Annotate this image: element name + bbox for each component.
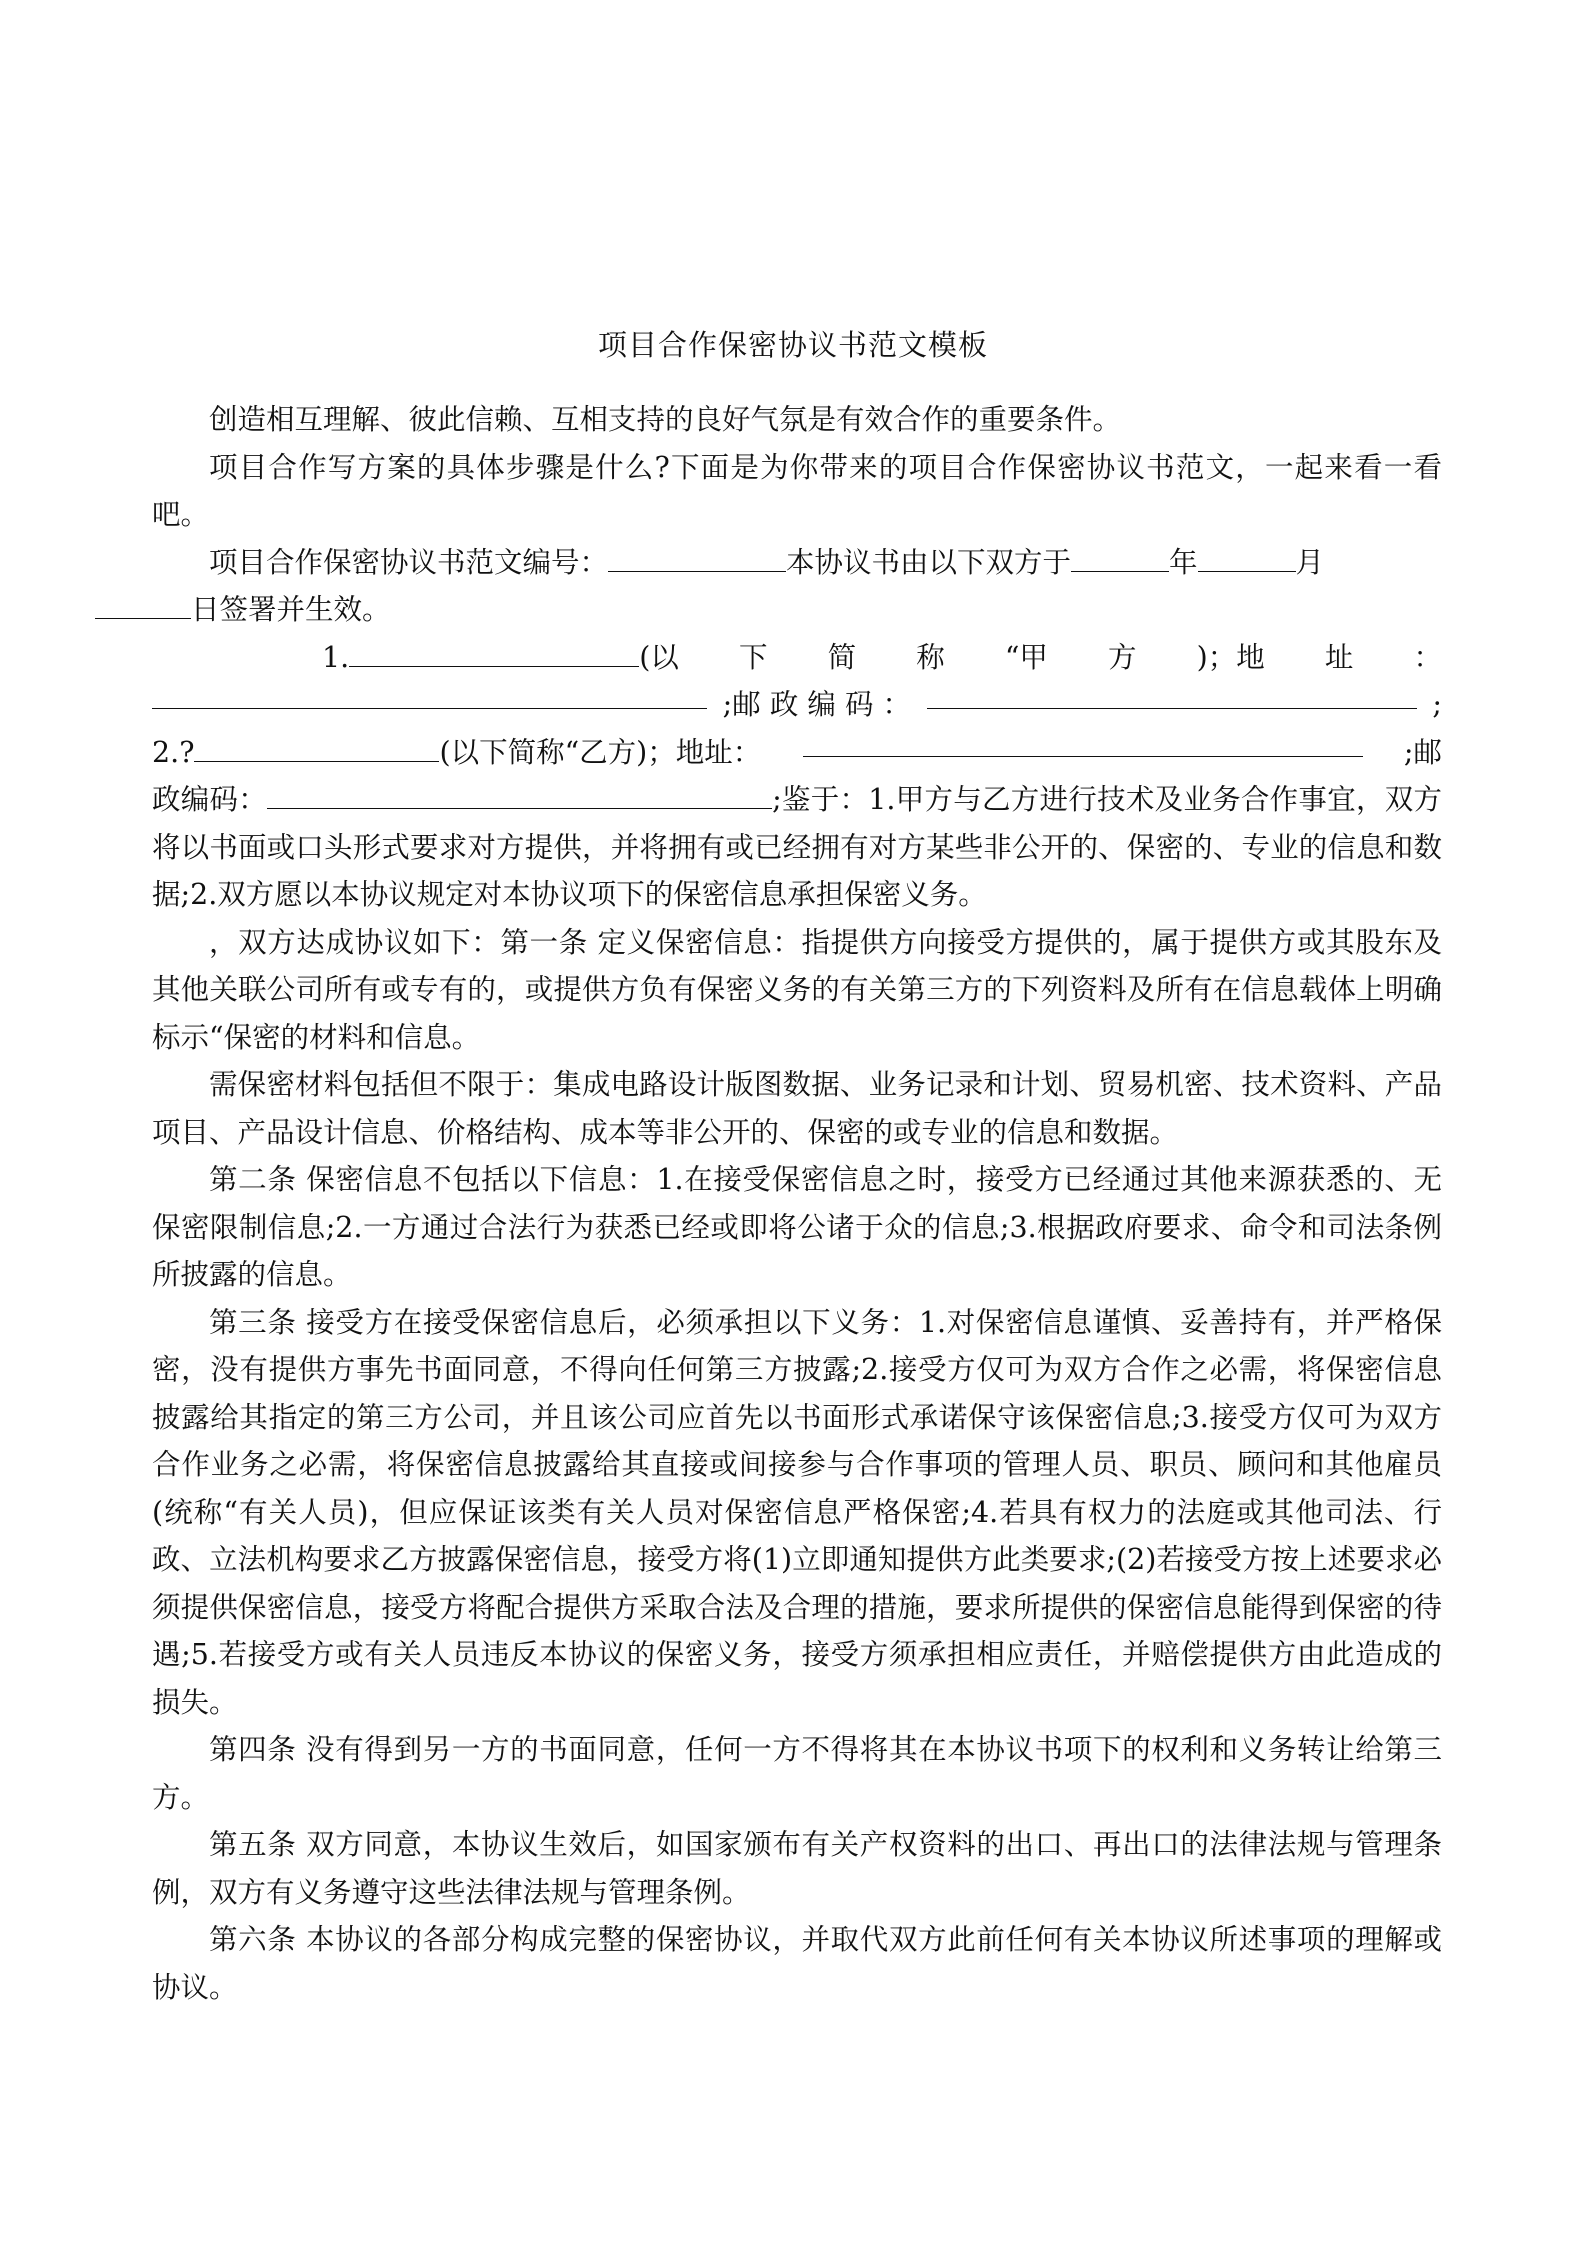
form-intro-paragraph: [152, 539, 1442, 634]
whereas-text: ;鉴于：1.甲方与乙方进行技术及业务合作事宜，双方将以书面或口头形式要求对方提供，并将拥有或已经拥有对方某些非公开的、保密的、专业的信息和数据;2.双方愿以本协议规定对本协议项下的保密信息承担保密义务。: [152, 783, 1442, 911]
month-blank: [1198, 543, 1296, 571]
party-a-postal-label: ;邮 政 编 码 ：: [722, 688, 912, 721]
year-label: 年: [1169, 545, 1198, 579]
paragraph-intro-2: 项目合作写方案的具体步骤是什么?下面是为你带来的项目合作保密协议书范文，一起来看一看吧。: [152, 450, 1442, 531]
party-a-number-group: [322, 634, 679, 682]
party-a-label-2: 简: [827, 640, 857, 674]
party-b-postal-cont: 政编码：: [152, 783, 268, 816]
article-5: 第五条 双方同意，本协议生效后，如国家颁布有关产权资料的出口、再出口的法律法规与管理条例，双方有义务遵守这些法律法规与管理条例。: [152, 1828, 1442, 1909]
article-agreement: ，双方达成协议如下：第一条 定义保密信息：指提供方向接受方提供的，属于提供方或其股东及其他关联公司所有或专有的，或提供方负有保密义务的有关第三方的下列资料及所有在信息载体上明确标示“保密的材料和信息。: [152, 925, 1442, 1054]
party-b-number: 2.?: [152, 735, 195, 769]
month-label: 月: [1295, 545, 1325, 579]
article-6: 第六条 本协议的各部分构成完整的保密协议，并取代双方此前任何有关本协议所述事项的理解或协议。: [152, 1923, 1442, 2004]
article-materials: 需保密材料包括但不限于：集成电路设计版图数据、业务记录和计划、贸易机密、技术资料、产品项目、产品设计信息、价格结构、成本等非公开的、保密的或专业的信息和数据。: [152, 1068, 1442, 1149]
party-a-number: 1.: [322, 640, 350, 674]
party-b-label: (以下简称“乙方)；地址：: [439, 735, 762, 769]
party-a-line: [152, 634, 1442, 682]
document-body: [152, 396, 1442, 2011]
party-a-label-8: ：: [1413, 640, 1442, 674]
party-b-line: [152, 729, 1442, 777]
document-title: 项目合作保密协议书范文模板: [597, 328, 988, 362]
party-b-postal-blank: [267, 781, 772, 809]
party-a-label-1: 下: [738, 640, 768, 674]
party-b-address-blank: [803, 729, 1363, 757]
party-a-label-7: 址: [1324, 640, 1354, 674]
party-b-whereas: [152, 776, 1442, 919]
party-a-end: ;: [1432, 688, 1442, 721]
party-b-number-group: [152, 729, 761, 777]
party-a-postal-blank: [927, 681, 1417, 709]
party-a-address-blank: [152, 681, 707, 709]
party-a-label-3: 称: [916, 640, 945, 674]
article-3: 第三条 接受方在接受保密信息后，必须承担以下义务：1.对保密信息谨慎、妥善持有，并严格保密，没有提供方事先书面同意，不得向任何第三方披露;2.接受方仅可为双方合作之必需，将保密信息披露给其指定的第三方公司，并且该公司应首先以书面形式承诺保守该保密信息;3.接受方仅可为双方合作业务之必需，将保密信息披露给其直接或间接参与合作事项的管理人员、职员、顾问和其他雇员(统称“有关人员)，但应保证该类有关人员对保密信息严格保密;4.若具有权力的法庭或其他司法、行政、立法机构要求乙方披露保密信息，接受方将(1)立即通知提供方此类要求;(2)若接受方按上述要求必须提供保密信息，接受方将配合提供方采取合法及合理的措施，要求所提供的保密信息能得到保密的待遇;5.若接受方或有关人员违反本协议的保密义务，接受方须承担相应责任，并赔偿提供方由此造成的损失。: [152, 1305, 1442, 1719]
article-2: 第二条 保密信息不包括以下信息：1.在接受保密信息之时，接受方已经通过其他来源获悉的、无保密限制信息;2.一方通过合法行为获悉已经或即将公诸于众的信息;3.根据政府要求、命令和司法条例所披露的信息。: [152, 1163, 1442, 1291]
party-b-postal-prefix: ;邮: [1403, 735, 1442, 769]
day-label: 日签署并生效。: [191, 593, 391, 626]
party-a-name-blank: [349, 638, 639, 666]
party-a-label-5: 方: [1108, 640, 1137, 674]
party-a-address-line: [152, 681, 1442, 729]
year-blank: [1071, 543, 1169, 571]
form-number-label: 项目合作保密协议书范文编号：: [209, 545, 609, 579]
paragraph-intro-1: 创造相互理解、彼此信赖、互相支持的良好气氛是有效合作的重要条件。: [209, 403, 1122, 436]
party-b-name-blank: [194, 733, 439, 761]
party-a-label-4: “甲: [1004, 640, 1048, 674]
party-a-label-0: (以: [639, 640, 679, 674]
party-a-label-6: )；地: [1196, 640, 1265, 674]
form-sign-text: 本协议书由以下双方于: [786, 545, 1072, 579]
form-number-blank: [608, 543, 786, 571]
article-4: 第四条 没有得到另一方的书面同意，任何一方不得将其在本协议书项下的权利和义务转让给第三方。: [152, 1733, 1442, 1814]
day-blank: [95, 591, 191, 619]
